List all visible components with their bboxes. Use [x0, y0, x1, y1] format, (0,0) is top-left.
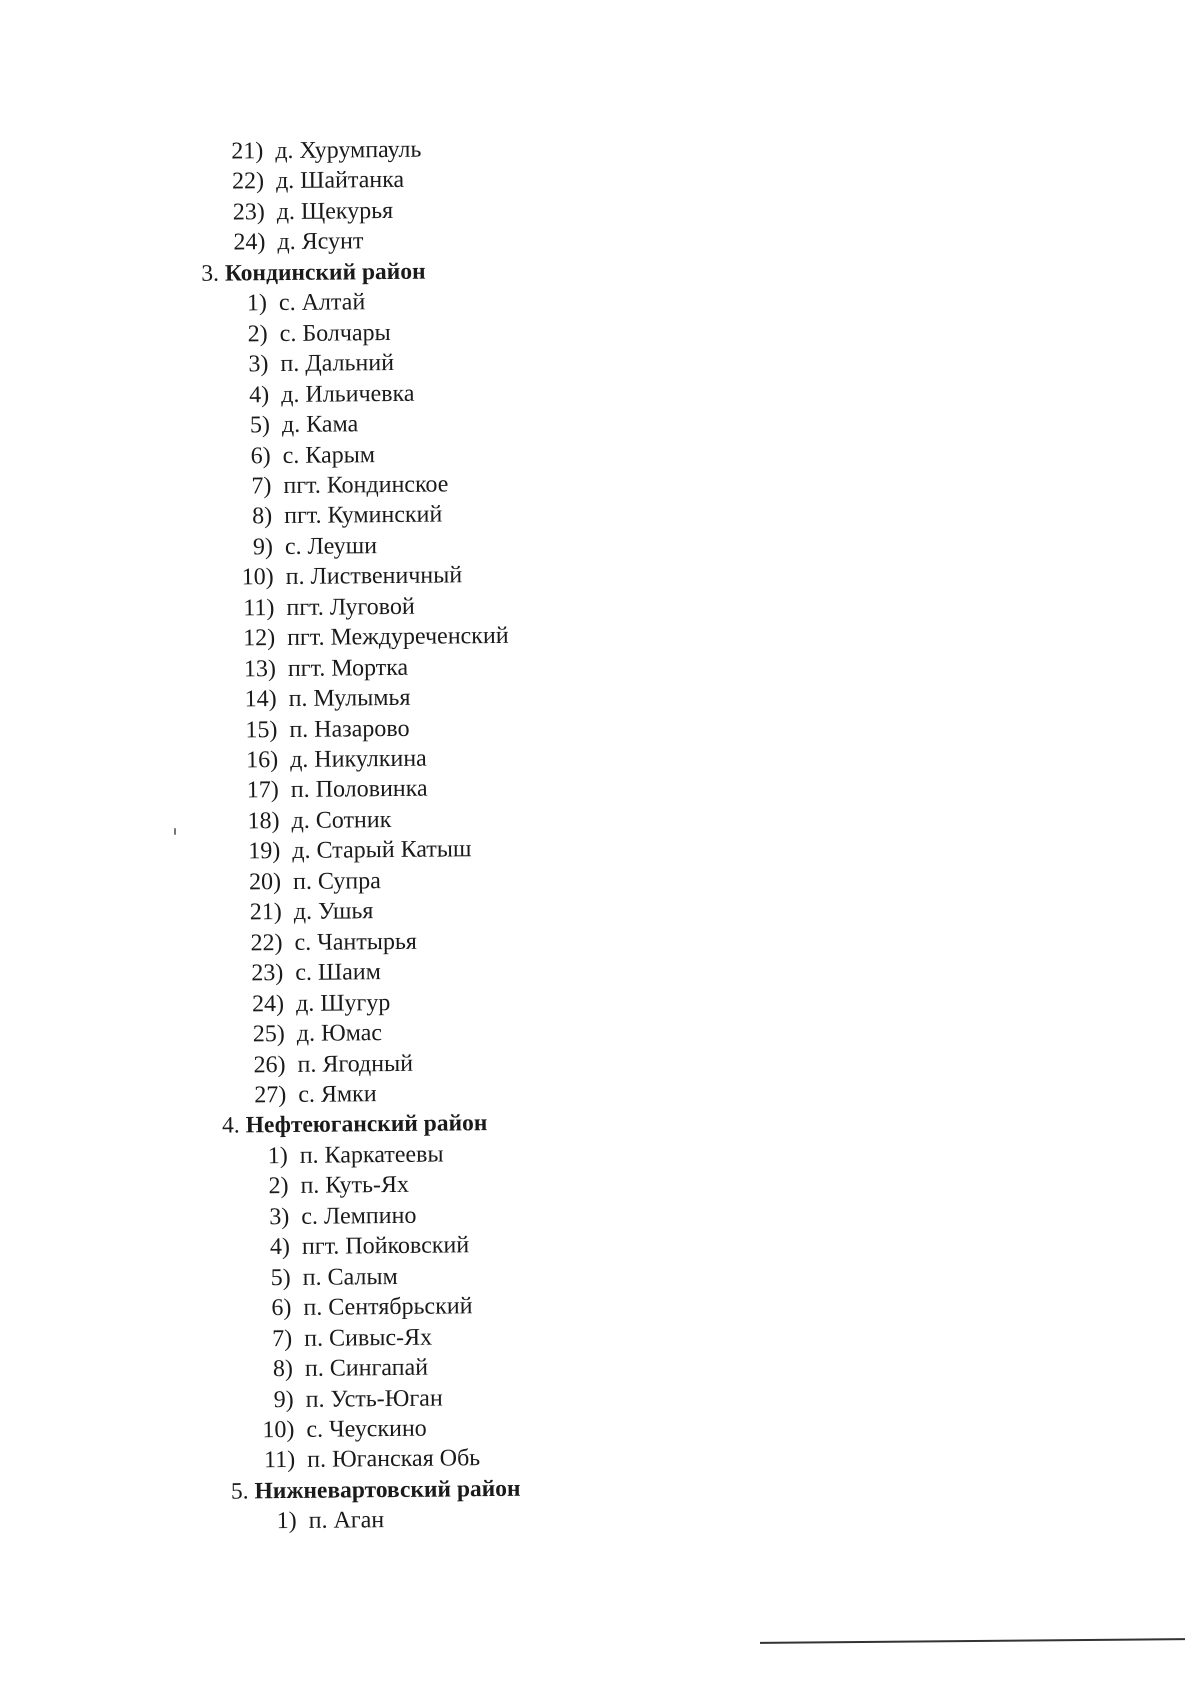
list-item — [227, 531, 377, 562]
list-item-number: 1) — [267, 1142, 288, 1169]
list-item — [243, 1201, 416, 1233]
list-item-text: д. Сотник — [291, 806, 392, 834]
section-heading — [201, 256, 426, 288]
list-item-text: с. Шаим — [295, 959, 381, 987]
list-item-text: п. Ягодный — [297, 1050, 414, 1078]
list-item-text: д. Ясунт — [277, 228, 364, 256]
list-item-number: 11) — [263, 1447, 296, 1474]
list-item — [236, 896, 374, 927]
list-item-number: 1) — [276, 1508, 297, 1535]
list-item-text: п. Сивыс-Ях — [304, 1324, 433, 1352]
list-item-number: 23) — [232, 199, 265, 226]
list-item — [230, 652, 409, 684]
list-item-text: с. Чеускино — [306, 1415, 427, 1443]
list-item-text: п. Назарово — [289, 715, 410, 743]
list-item-text: п. Юганская Обь — [307, 1445, 481, 1474]
list-item-number: 1) — [246, 290, 268, 317]
list-item-number: 4) — [269, 1234, 291, 1261]
list-item-number: 8) — [272, 1355, 294, 1383]
list-item-number: 26) — [253, 1051, 286, 1078]
list-item — [236, 926, 417, 958]
list-item — [247, 1353, 428, 1385]
list-item-number: 2) — [268, 1173, 289, 1200]
list-item — [240, 1079, 377, 1110]
list-item-number: 9) — [252, 533, 274, 561]
list-item-text: д. Кама — [281, 411, 359, 439]
list-item-text: п. Салым — [302, 1263, 398, 1291]
list-item-number: 19) — [248, 838, 281, 865]
list-item-number: 16) — [245, 747, 279, 774]
list-item-number: 20) — [248, 868, 282, 896]
list-item-text: д. Старый Катыш — [292, 836, 472, 865]
list-item-text: д. Ушья — [293, 898, 374, 926]
list-item — [237, 957, 381, 988]
list-item — [232, 744, 427, 776]
list-item — [228, 592, 415, 624]
list-item — [225, 440, 376, 471]
list-item-number: 17) — [246, 777, 279, 804]
list-item-text: с. Чантырья — [294, 928, 418, 956]
list-item — [235, 866, 381, 897]
section-heading — [222, 1108, 488, 1141]
list-item — [225, 469, 448, 501]
list-item-text: д. Ильичевка — [281, 380, 415, 408]
list-item — [244, 1230, 469, 1262]
list-item-number: 18) — [247, 807, 280, 835]
list-item-text: с. Алтай — [278, 289, 366, 317]
list-item-number: 7) — [251, 473, 272, 500]
list-item — [245, 1262, 398, 1293]
list-item-number: 14) — [244, 686, 277, 713]
list-item-text: п. Сингапай — [304, 1354, 429, 1382]
list-item-text: п. Куть-Ях — [300, 1172, 410, 1200]
list-item-number: 23) — [251, 960, 284, 987]
list-item-text: п. Каркатеевы — [299, 1141, 444, 1169]
list-item — [222, 348, 394, 380]
list-item — [239, 1018, 383, 1049]
list-item-number: 3) — [269, 1203, 290, 1230]
list-item-text: с. Болчары — [279, 319, 391, 347]
list-item — [229, 621, 509, 654]
section-number: 5. — [230, 1478, 249, 1505]
list-item — [226, 500, 442, 532]
list-item-number: 10) — [262, 1416, 295, 1444]
section-number: 4. — [221, 1112, 240, 1140]
list-item-text: п. Лиственичный — [285, 562, 463, 591]
list-item-text: д. Шугур — [295, 989, 391, 1017]
section-title: Нефтеюганский район — [245, 1110, 488, 1139]
list-item — [242, 1139, 444, 1171]
list-item-text: с. Карым — [282, 441, 376, 469]
list-item-number: 21) — [249, 899, 282, 926]
section-title: Нижневартовский район — [254, 1475, 521, 1505]
list-item-text: пгт. Луговой — [286, 593, 415, 621]
list-item-number: 6) — [250, 442, 271, 469]
list-item-text: п. Усть-Юган — [305, 1385, 443, 1413]
list-item — [248, 1383, 443, 1415]
section-heading — [231, 1474, 521, 1507]
list-item — [239, 1048, 413, 1080]
list-item-number: 24) — [251, 990, 285, 1017]
section-number: 3. — [201, 260, 219, 287]
scan-speck — [174, 828, 176, 835]
list-item-text: д. Никулкина — [289, 745, 427, 773]
list-item-number: 8) — [252, 503, 273, 530]
list-item — [219, 196, 394, 228]
list-item — [248, 1414, 427, 1446]
list-item-number: 15) — [245, 716, 278, 743]
list-item — [228, 561, 463, 593]
list-item-text: пгт. Кондинское — [283, 471, 449, 499]
section-title: Кондинский район — [224, 258, 426, 287]
list-item-number: 7) — [272, 1325, 293, 1352]
list-item-number: 4) — [249, 381, 270, 408]
list-item — [224, 409, 359, 440]
list-item-number: 24) — [233, 229, 266, 256]
list-item-text: п. Аган — [308, 1507, 385, 1535]
list-item-number: 10) — [241, 564, 274, 591]
list-item-number: 25) — [252, 1021, 285, 1048]
list-item — [221, 288, 366, 319]
list-item-text: пгт. Междуреченский — [287, 623, 509, 652]
list-item-text: п. Мулымья — [288, 684, 411, 713]
list-item-number: 27) — [254, 1081, 287, 1109]
list-item — [245, 1291, 472, 1323]
list-item — [231, 713, 409, 745]
list-item-text: д. Хурумпауль — [275, 136, 422, 165]
list-item-text: с. Леуши — [284, 532, 378, 560]
list-item-number: 3) — [248, 351, 269, 378]
list-item — [230, 683, 410, 715]
list-item — [249, 1443, 480, 1475]
list-item-number: 12) — [243, 625, 276, 652]
list-item-text: п. Супра — [292, 867, 381, 895]
list-item-number: 5) — [249, 412, 271, 439]
list-item-number: 6) — [271, 1295, 292, 1322]
list-item — [233, 774, 428, 806]
list-item-text: пгт. Пойковский — [301, 1232, 470, 1261]
list-item-text: д. Шайтанка — [275, 167, 405, 195]
list-item-number: 22) — [250, 929, 283, 957]
list-item — [222, 318, 391, 350]
list-item-text: д. Щекурья — [276, 197, 394, 225]
list-item-text: пгт. Куминский — [284, 501, 443, 530]
list-item — [217, 135, 421, 167]
list-item-text: с. Ямки — [298, 1081, 377, 1108]
list-item — [223, 378, 415, 410]
list-item-text: п. Дальний — [280, 350, 395, 378]
list-item-text: п. Половинка — [290, 776, 428, 804]
list-item — [242, 1170, 409, 1202]
list-item-text: д. Юмас — [296, 1020, 383, 1047]
list-item-text: пгт. Мортка — [287, 654, 409, 682]
list-item-number: 5) — [270, 1264, 291, 1291]
list-item-number: 22) — [231, 168, 265, 195]
list-item — [238, 988, 391, 1019]
list-item-number: 11) — [243, 594, 275, 622]
list-item-number: 13) — [243, 655, 277, 683]
list-item — [233, 805, 391, 837]
list-item-text: с. Лемпино — [301, 1202, 417, 1230]
list-item — [246, 1322, 432, 1354]
list-item-number: 2) — [247, 320, 268, 348]
list-item — [218, 165, 404, 197]
list-item — [251, 1505, 385, 1536]
list-item — [219, 227, 363, 258]
list-item — [234, 835, 471, 867]
list-item-number: 21) — [231, 138, 264, 165]
list-item-number: 9) — [273, 1386, 294, 1413]
list-item-text: п. Сентябрьский — [303, 1293, 473, 1321]
